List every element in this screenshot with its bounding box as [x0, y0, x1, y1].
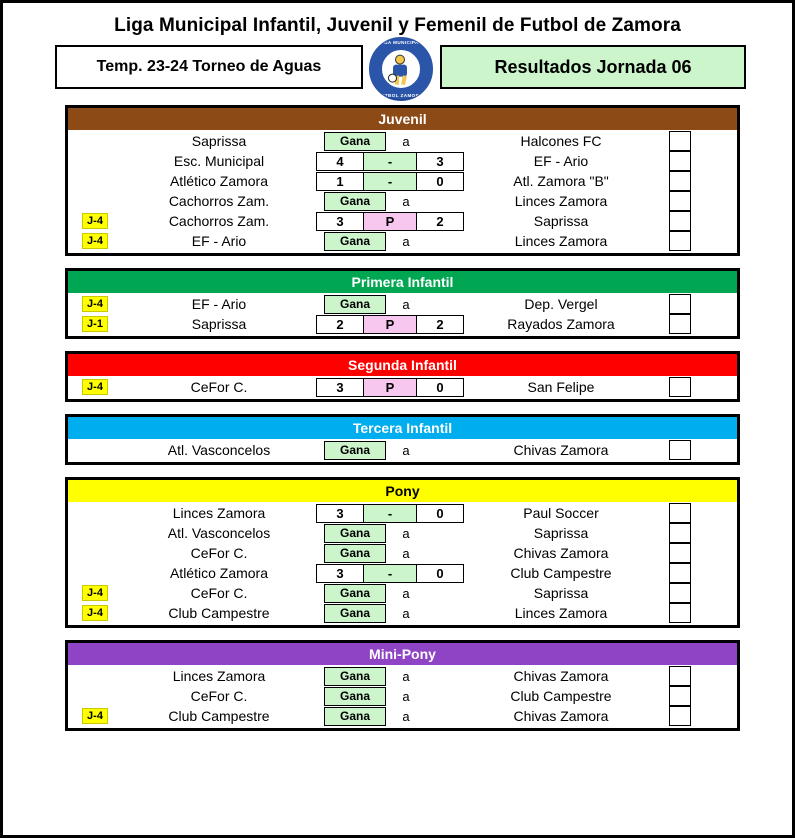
- away-team: Chivas Zamora: [513, 545, 609, 561]
- score-cell: [316, 687, 464, 706]
- category-block: [65, 477, 740, 628]
- home-score: 2: [317, 316, 364, 333]
- checkbox[interactable]: [669, 294, 691, 314]
- score-cell: [316, 441, 464, 460]
- confirm-checkbox-cell[interactable]: [658, 523, 702, 543]
- checkbox[interactable]: [669, 131, 691, 151]
- score-cell: [316, 378, 464, 397]
- category-block: [65, 268, 740, 339]
- checkbox[interactable]: [669, 583, 691, 603]
- match-row: [68, 686, 737, 706]
- confirm-checkbox-cell[interactable]: [658, 211, 702, 231]
- match-row: [68, 211, 737, 231]
- away-score: 0: [416, 505, 463, 522]
- home-team: Linces Zamora: [172, 505, 266, 521]
- a-label: a: [402, 688, 410, 704]
- away-team: Chivas Zamora: [513, 708, 609, 724]
- score-cell: [316, 315, 464, 334]
- logo-top-text: LIGA MUNICIPAL: [379, 40, 422, 45]
- away-score: 2: [416, 213, 463, 230]
- home-team: Saprissa: [191, 133, 247, 149]
- checkbox[interactable]: [669, 211, 691, 231]
- match-list: [68, 665, 737, 728]
- confirm-checkbox-cell[interactable]: [658, 603, 702, 623]
- checkbox[interactable]: [669, 151, 691, 171]
- match-row: [68, 603, 737, 623]
- a-label: a: [402, 668, 410, 684]
- checkbox[interactable]: [669, 440, 691, 460]
- matchday-tag-cell: [68, 296, 122, 312]
- home-team: Atl. Vasconcelos: [167, 442, 271, 458]
- match-row: [68, 151, 737, 171]
- gana-label: Gana: [324, 132, 386, 151]
- home-team: Atlético Zamora: [169, 565, 269, 581]
- match-list: [68, 293, 737, 336]
- checkbox[interactable]: [669, 686, 691, 706]
- home-team: Club Campestre: [168, 708, 270, 724]
- score-separator: -: [364, 153, 416, 170]
- match-row: [68, 563, 737, 583]
- checkbox[interactable]: [669, 503, 691, 523]
- away-team: Chivas Zamora: [513, 668, 609, 684]
- penalty-marker: P: [364, 379, 416, 396]
- checkbox[interactable]: [669, 603, 691, 623]
- away-team: Saprissa: [533, 585, 589, 601]
- confirm-checkbox-cell[interactable]: [658, 131, 702, 151]
- gana-label: Gana: [324, 192, 386, 211]
- matchday-tag: J-1: [82, 316, 108, 332]
- logo-bottom-text: FUTBOL ZAMORA: [377, 93, 424, 98]
- home-score: 3: [317, 565, 364, 582]
- confirm-checkbox-cell[interactable]: [658, 171, 702, 191]
- a-label: a: [402, 605, 410, 621]
- category-block: [65, 414, 740, 465]
- score-cell: [316, 132, 464, 151]
- a-label: a: [402, 545, 410, 561]
- season-tournament-box: Temp. 23-24 Torneo de Aguas: [55, 45, 363, 89]
- matchday-tag-cell: [68, 708, 122, 724]
- a-label: a: [402, 708, 410, 724]
- league-logo: [369, 37, 433, 101]
- match-row: [68, 440, 737, 460]
- category-block: [65, 351, 740, 402]
- score-cell: [316, 584, 464, 603]
- score-cell: [316, 212, 464, 231]
- score-separator: -: [364, 505, 416, 522]
- a-label: a: [402, 233, 410, 249]
- match-list: [68, 130, 737, 253]
- home-team: Atl. Vasconcelos: [167, 525, 271, 541]
- confirm-checkbox-cell[interactable]: [658, 583, 702, 603]
- category-block: [65, 105, 740, 256]
- gana-label: Gana: [324, 687, 386, 706]
- logo-player-figure: [388, 55, 414, 85]
- matchday-tag: J-4: [82, 379, 108, 395]
- gana-label: Gana: [324, 544, 386, 563]
- match-list: [68, 502, 737, 625]
- match-list: [68, 376, 737, 399]
- confirm-checkbox-cell[interactable]: [658, 377, 702, 397]
- confirm-checkbox-cell[interactable]: [658, 440, 702, 460]
- match-row: [68, 666, 737, 686]
- penalty-marker: P: [364, 316, 416, 333]
- away-team: Linces Zamora: [514, 605, 608, 621]
- away-team: Paul Soccer: [523, 505, 599, 521]
- score-separator: -: [364, 173, 416, 190]
- gana-label: Gana: [324, 524, 386, 543]
- a-label: a: [402, 193, 410, 209]
- a-label: a: [402, 525, 410, 541]
- away-team: Club Campestre: [510, 688, 612, 704]
- matchday-tag: J-4: [82, 605, 108, 621]
- matchday-tag: J-4: [82, 213, 108, 229]
- category-title: Pony: [68, 480, 737, 502]
- checkbox[interactable]: [669, 377, 691, 397]
- matchday-tag-cell: [68, 213, 122, 229]
- score-cell: [316, 504, 464, 523]
- away-score: 3: [416, 153, 463, 170]
- category-title: Segunda Infantil: [68, 354, 737, 376]
- home-team: CeFor C.: [190, 585, 248, 601]
- away-team: Saprissa: [533, 213, 589, 229]
- home-team: EF - Ario: [191, 296, 247, 312]
- home-team: CeFor C.: [190, 545, 248, 561]
- checkbox[interactable]: [669, 523, 691, 543]
- gana-label: Gana: [324, 232, 386, 251]
- confirm-checkbox-cell[interactable]: [658, 686, 702, 706]
- matchday-tag-cell: [68, 585, 122, 601]
- score-cell: [316, 564, 464, 583]
- checkbox[interactable]: [669, 171, 691, 191]
- checkbox[interactable]: [669, 666, 691, 686]
- confirm-checkbox-cell[interactable]: [658, 543, 702, 563]
- away-team: Halcones FC: [520, 133, 602, 149]
- score-cell: [316, 544, 464, 563]
- confirm-checkbox-cell[interactable]: [658, 231, 702, 251]
- match-row: [68, 523, 737, 543]
- score-cell: [316, 152, 464, 171]
- home-team: CeFor C.: [190, 379, 248, 395]
- score-separator: -: [364, 565, 416, 582]
- home-score: 4: [317, 153, 364, 170]
- gana-label: Gana: [324, 584, 386, 603]
- checkbox[interactable]: [669, 314, 691, 334]
- home-team: Esc. Municipal: [173, 153, 265, 169]
- checkbox[interactable]: [669, 563, 691, 583]
- matchday-tag: J-4: [82, 233, 108, 249]
- away-team: San Felipe: [527, 379, 595, 395]
- away-team: Chivas Zamora: [513, 442, 609, 458]
- match-row: [68, 706, 737, 726]
- confirm-checkbox-cell[interactable]: [658, 666, 702, 686]
- home-score: 3: [317, 505, 364, 522]
- home-score: 3: [317, 213, 364, 230]
- home-score: 3: [317, 379, 364, 396]
- penalty-marker: P: [364, 213, 416, 230]
- home-team: CeFor C.: [190, 688, 248, 704]
- score-cell: [316, 667, 464, 686]
- home-team: Cachorros Zam.: [168, 213, 270, 229]
- a-label: a: [402, 296, 410, 312]
- category-block: [65, 640, 740, 731]
- a-label: a: [402, 585, 410, 601]
- checkbox[interactable]: [669, 543, 691, 563]
- header-row: [55, 40, 746, 98]
- score-cell: [316, 192, 464, 211]
- matchday-tag: J-4: [82, 296, 108, 312]
- category-blocks: [3, 105, 792, 731]
- match-row: [68, 191, 737, 211]
- matchday-tag-cell: [68, 233, 122, 249]
- confirm-checkbox-cell[interactable]: [658, 563, 702, 583]
- matchday-tag: J-4: [82, 708, 108, 724]
- match-row: [68, 231, 737, 251]
- matchday-tag-cell: [68, 605, 122, 621]
- matchday-tag: J-4: [82, 585, 108, 601]
- confirm-checkbox-cell[interactable]: [658, 503, 702, 523]
- gana-label: Gana: [324, 604, 386, 623]
- confirm-checkbox-cell[interactable]: [658, 706, 702, 726]
- home-team: EF - Ario: [191, 233, 247, 249]
- score-cell: [316, 295, 464, 314]
- a-label: a: [402, 133, 410, 149]
- matchday-results-box: Resultados Jornada 06: [440, 45, 746, 89]
- score-cell: [316, 707, 464, 726]
- category-title: Primera Infantil: [68, 271, 737, 293]
- match-list: [68, 439, 737, 462]
- home-team: Club Campestre: [168, 605, 270, 621]
- a-label: a: [402, 442, 410, 458]
- score-cell: [316, 172, 464, 191]
- away-score: 0: [416, 379, 463, 396]
- score-cell: [316, 604, 464, 623]
- match-row: [68, 314, 737, 334]
- away-team: Linces Zamora: [514, 233, 608, 249]
- away-team: Linces Zamora: [514, 193, 608, 209]
- away-team: Saprissa: [533, 525, 589, 541]
- away-team: Club Campestre: [510, 565, 612, 581]
- gana-label: Gana: [324, 295, 386, 314]
- gana-label: Gana: [324, 441, 386, 460]
- score-cell: [316, 524, 464, 543]
- score-cell: [316, 232, 464, 251]
- match-row: [68, 543, 737, 563]
- home-score: 1: [317, 173, 364, 190]
- matchday-tag-cell: [68, 379, 122, 395]
- category-title: Mini-Pony: [68, 643, 737, 665]
- match-row: [68, 294, 737, 314]
- gana-label: Gana: [324, 667, 386, 686]
- match-row: [68, 377, 737, 397]
- away-team: Rayados Zamora: [507, 316, 615, 332]
- home-team: Saprissa: [191, 316, 247, 332]
- page-title: Liga Municipal Infantil, Juvenil y Femenil de Futbol de Zamora: [114, 15, 681, 36]
- matchday-tag-cell: [68, 316, 122, 332]
- confirm-checkbox-cell[interactable]: [658, 151, 702, 171]
- match-row: [68, 503, 737, 523]
- checkbox[interactable]: [669, 191, 691, 211]
- home-team: Atlético Zamora: [169, 173, 269, 189]
- category-title: Juvenil: [68, 108, 737, 130]
- away-team: Atl. Zamora "B": [513, 173, 609, 189]
- confirm-checkbox-cell[interactable]: [658, 191, 702, 211]
- gana-label: Gana: [324, 707, 386, 726]
- confirm-checkbox-cell[interactable]: [658, 294, 702, 314]
- checkbox[interactable]: [669, 706, 691, 726]
- away-team: EF - Ario: [533, 153, 589, 169]
- away-score: 0: [416, 565, 463, 582]
- checkbox[interactable]: [669, 231, 691, 251]
- away-team: Dep. Vergel: [524, 296, 598, 312]
- category-title: Tercera Infantil: [68, 417, 737, 439]
- confirm-checkbox-cell[interactable]: [658, 314, 702, 334]
- away-score: 2: [416, 316, 463, 333]
- match-row: [68, 583, 737, 603]
- home-team: Cachorros Zam.: [168, 193, 270, 209]
- away-score: 0: [416, 173, 463, 190]
- match-row: [68, 171, 737, 191]
- match-row: [68, 131, 737, 151]
- home-team: Linces Zamora: [172, 668, 266, 684]
